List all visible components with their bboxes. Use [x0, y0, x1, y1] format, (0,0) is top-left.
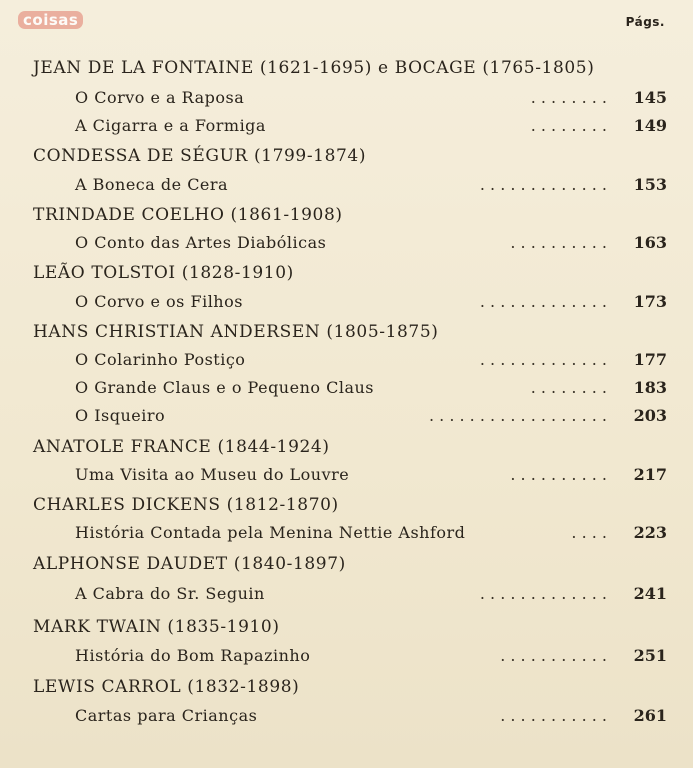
author-heading: LEWIS CARROL (1832-1898) — [33, 677, 300, 697]
toc-entry — [75, 646, 667, 668]
author-heading: TRINDADE COELHO (1861-1908) — [33, 205, 343, 225]
author-heading: HANS CHRISTIAN ANDERSEN (1805-1875) — [33, 322, 439, 342]
toc-entry — [75, 465, 667, 487]
story-title: O Corvo e os Filhos — [75, 292, 243, 311]
page-number: 163 — [633, 233, 667, 252]
toc-entry — [75, 175, 667, 197]
story-title: O Corvo e a Raposa — [75, 88, 245, 107]
toc-entry — [75, 406, 667, 428]
author-heading: LEÃO TOLSTOI (1828-1910) — [33, 263, 294, 283]
dot-leader: . . . . . . . . . . — [510, 465, 607, 484]
author-heading: ALPHONSE DAUDET (1840-1897) — [33, 554, 346, 574]
toc-entry — [75, 88, 667, 110]
page-number: 177 — [633, 350, 667, 369]
page-number: 203 — [633, 406, 667, 425]
story-title: A Cigarra e a Formiga — [75, 116, 266, 135]
toc-entry — [75, 233, 667, 255]
author-heading: CHARLES DICKENS (1812-1870) — [33, 495, 339, 515]
dot-leader: . . . . . . . . — [530, 116, 607, 135]
dot-leader: . . . . . . . . . . . . . — [479, 584, 607, 603]
dot-leader: . . . . . . . . . . . — [500, 706, 607, 725]
page-number: 153 — [633, 175, 667, 194]
page-number: 223 — [633, 523, 667, 542]
dot-leader: . . . . . . . . . . . . . — [479, 350, 607, 369]
dot-leader: . . . . . . . . . . . . . . . . . . — [428, 406, 607, 425]
author-heading: MARK TWAIN (1835-1910) — [33, 617, 280, 637]
toc-entry — [75, 116, 667, 138]
toc-entry — [75, 584, 667, 606]
story-title: O Conto das Artes Diabólicas — [75, 233, 327, 252]
toc-entry — [75, 378, 667, 400]
author-heading: CONDESSA DE SÉGUR (1799-1874) — [33, 146, 367, 166]
story-title: A Boneca de Cera — [75, 175, 229, 194]
watermark-logo: coisas — [18, 11, 83, 29]
page-number: 241 — [633, 584, 667, 603]
story-title: O Grande Claus e o Pequeno Claus — [75, 378, 375, 397]
story-title: Uma Visita ao Museu do Louvre — [75, 465, 350, 484]
dot-leader: . . . . — [571, 523, 607, 542]
page-number: 217 — [633, 465, 667, 484]
dot-leader: . . . . . . . . — [530, 88, 607, 107]
toc-entry — [75, 350, 667, 372]
page-number: 149 — [633, 116, 667, 135]
story-title: A Cabra do Sr. Seguin — [75, 584, 265, 603]
page-number: 173 — [633, 292, 667, 311]
dot-leader: . . . . . . . . . . . — [500, 646, 607, 665]
page-number: 251 — [633, 646, 667, 665]
story-title: História Contada pela Menina Nettie Ashford — [75, 523, 466, 542]
dot-leader: . . . . . . . . — [530, 378, 607, 397]
toc-entry — [75, 292, 667, 314]
toc-entry — [75, 706, 667, 728]
toc-entry — [75, 523, 667, 545]
page-number: 261 — [633, 706, 667, 725]
story-title: Cartas para Crianças — [75, 706, 258, 725]
author-heading: ANATOLE FRANCE (1844-1924) — [33, 437, 330, 457]
story-title: O Colarinho Postiço — [75, 350, 246, 369]
pages-column-header: Págs. — [625, 15, 665, 29]
dot-leader: . . . . . . . . . . . . . — [479, 175, 607, 194]
dot-leader: . . . . . . . . . . . . . — [479, 292, 607, 311]
story-title: História do Bom Rapazinho — [75, 646, 311, 665]
page-number: 145 — [633, 88, 667, 107]
dot-leader: . . . . . . . . . . — [510, 233, 607, 252]
author-heading: JEAN DE LA FONTAINE (1621-1695) e BOCAGE (1765-1805) — [33, 58, 595, 78]
page-number: 183 — [633, 378, 667, 397]
story-title: O Isqueiro — [75, 406, 166, 425]
